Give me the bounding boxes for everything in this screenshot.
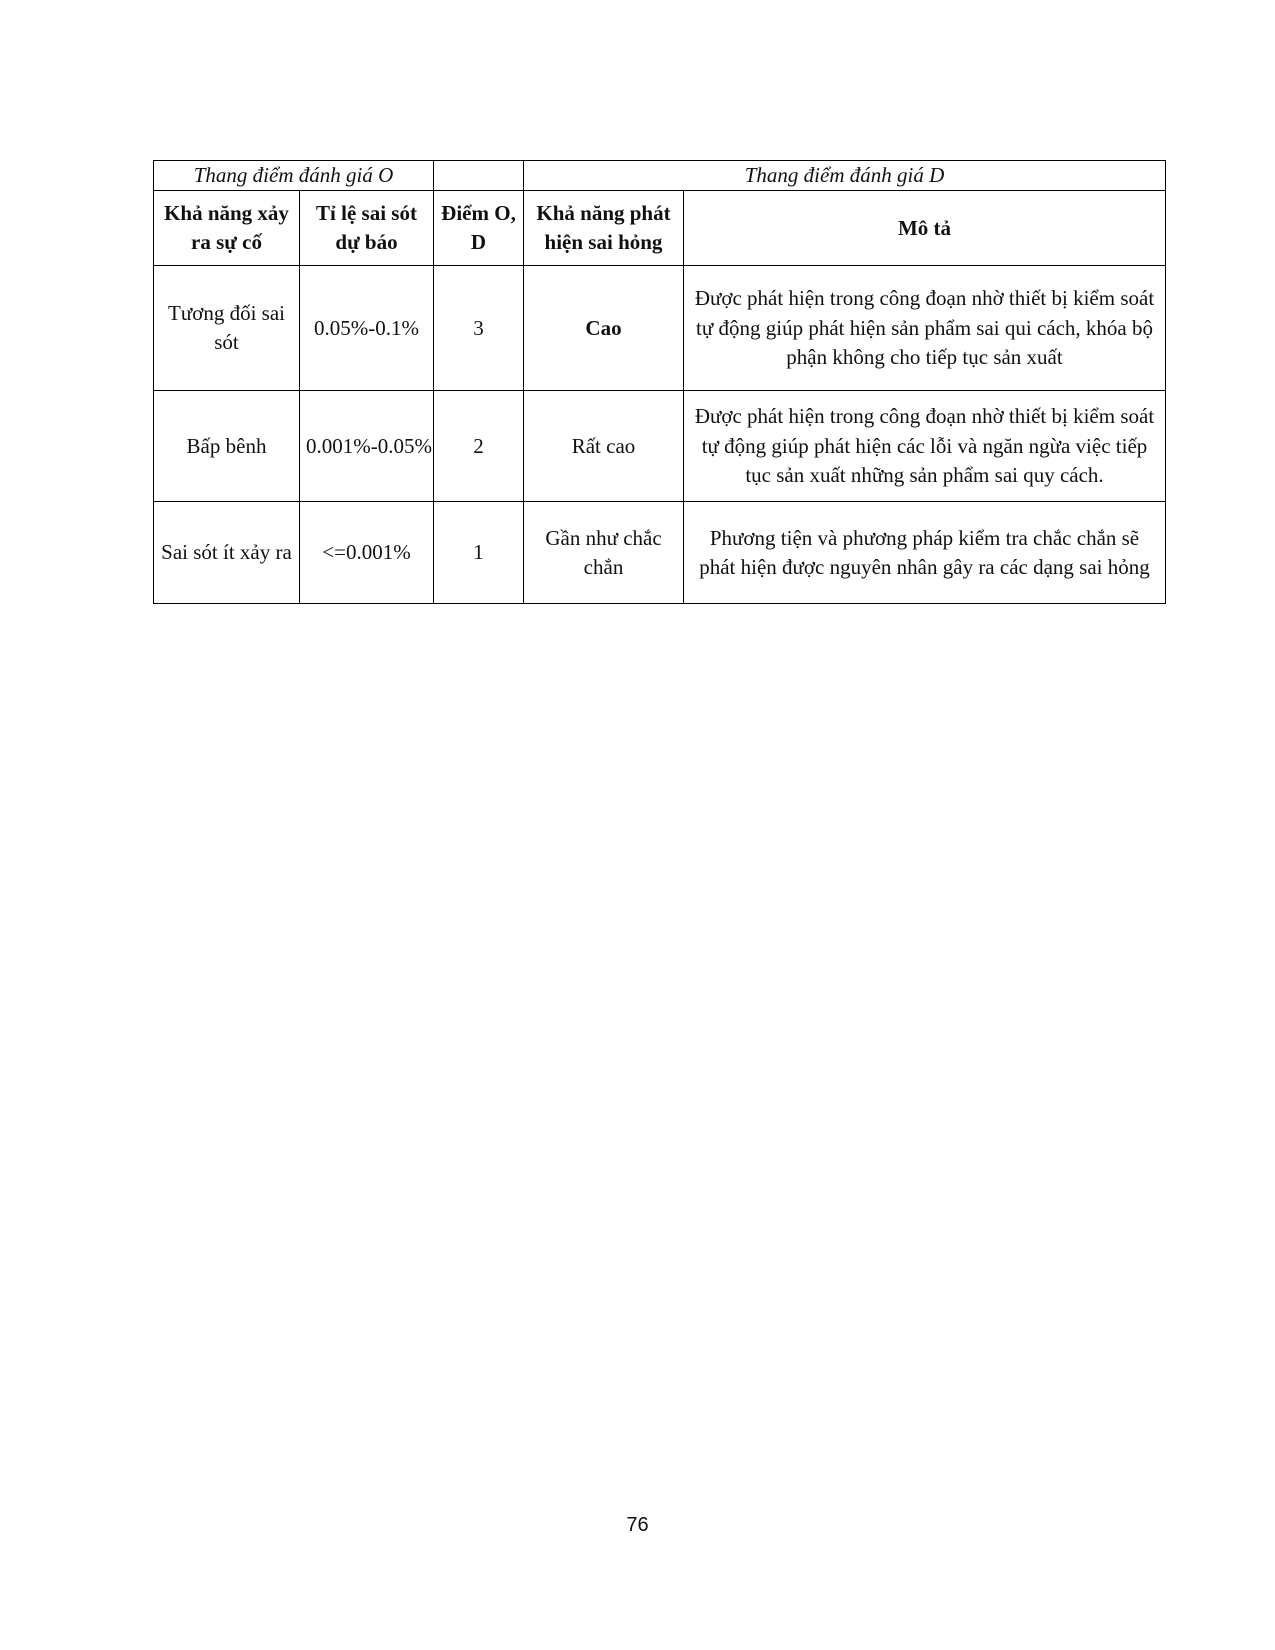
detection-cell: Rất cao (524, 391, 684, 502)
rate-cell: 0.05%-0.1% (300, 266, 434, 391)
table-row (154, 502, 1166, 604)
page-number: 76 (626, 1514, 649, 1536)
evaluation-scale-table (153, 160, 1166, 604)
table-row (154, 266, 1166, 391)
column-header-row (154, 191, 1166, 266)
description-cell: Được phát hiện trong công đoạn nhờ thiết bị kiểm soát tự động giúp phát hiện sản phẩm sai qui cách, khóa bộ phận không cho tiếp tục sản xuất (684, 266, 1166, 391)
score-cell: 3 (434, 266, 524, 391)
col-header-detection: Khả năng phát hiện sai hỏng (524, 191, 684, 266)
col-header-score: Điểm O, D (434, 191, 524, 266)
occurrence-cell: Sai sót ít xảy ra (154, 502, 300, 604)
occurrence-cell: Bấp bênh (154, 391, 300, 502)
table-row (154, 391, 1166, 502)
detection-cell: Gần như chắc chắn (524, 502, 684, 604)
rate-cell: <=0.001% (300, 502, 434, 604)
middle-group-header (434, 161, 524, 191)
score-cell: 1 (434, 502, 524, 604)
description-cell: Được phát hiện trong công đoạn nhờ thiết bị kiểm soát tự động giúp phát hiện các lỗi và ngăn ngừa việc tiếp tục sản xuất những sản phẩm sai quy cách. (684, 391, 1166, 502)
description-cell: Phương tiện và phương pháp kiểm tra chắc chắn sẽ phát hiện được nguyên nhân gây ra các dạng sai hỏng (684, 502, 1166, 604)
score-cell: 2 (434, 391, 524, 502)
col-header-description: Mô tả (684, 191, 1166, 266)
o-scale-header: Thang điểm đánh giá O (154, 161, 434, 191)
detection-cell: Cao (524, 266, 684, 391)
rate-cell: 0.001%-0.05% (300, 391, 434, 502)
col-header-occurrence: Khả năng xảy ra sự cố (154, 191, 300, 266)
group-header-row (154, 161, 1166, 191)
occurrence-cell: Tương đối sai sót (154, 266, 300, 391)
col-header-rate: Tỉ lệ sai sót dự báo (300, 191, 434, 266)
d-scale-header: Thang điểm đánh giá D (524, 161, 1166, 191)
